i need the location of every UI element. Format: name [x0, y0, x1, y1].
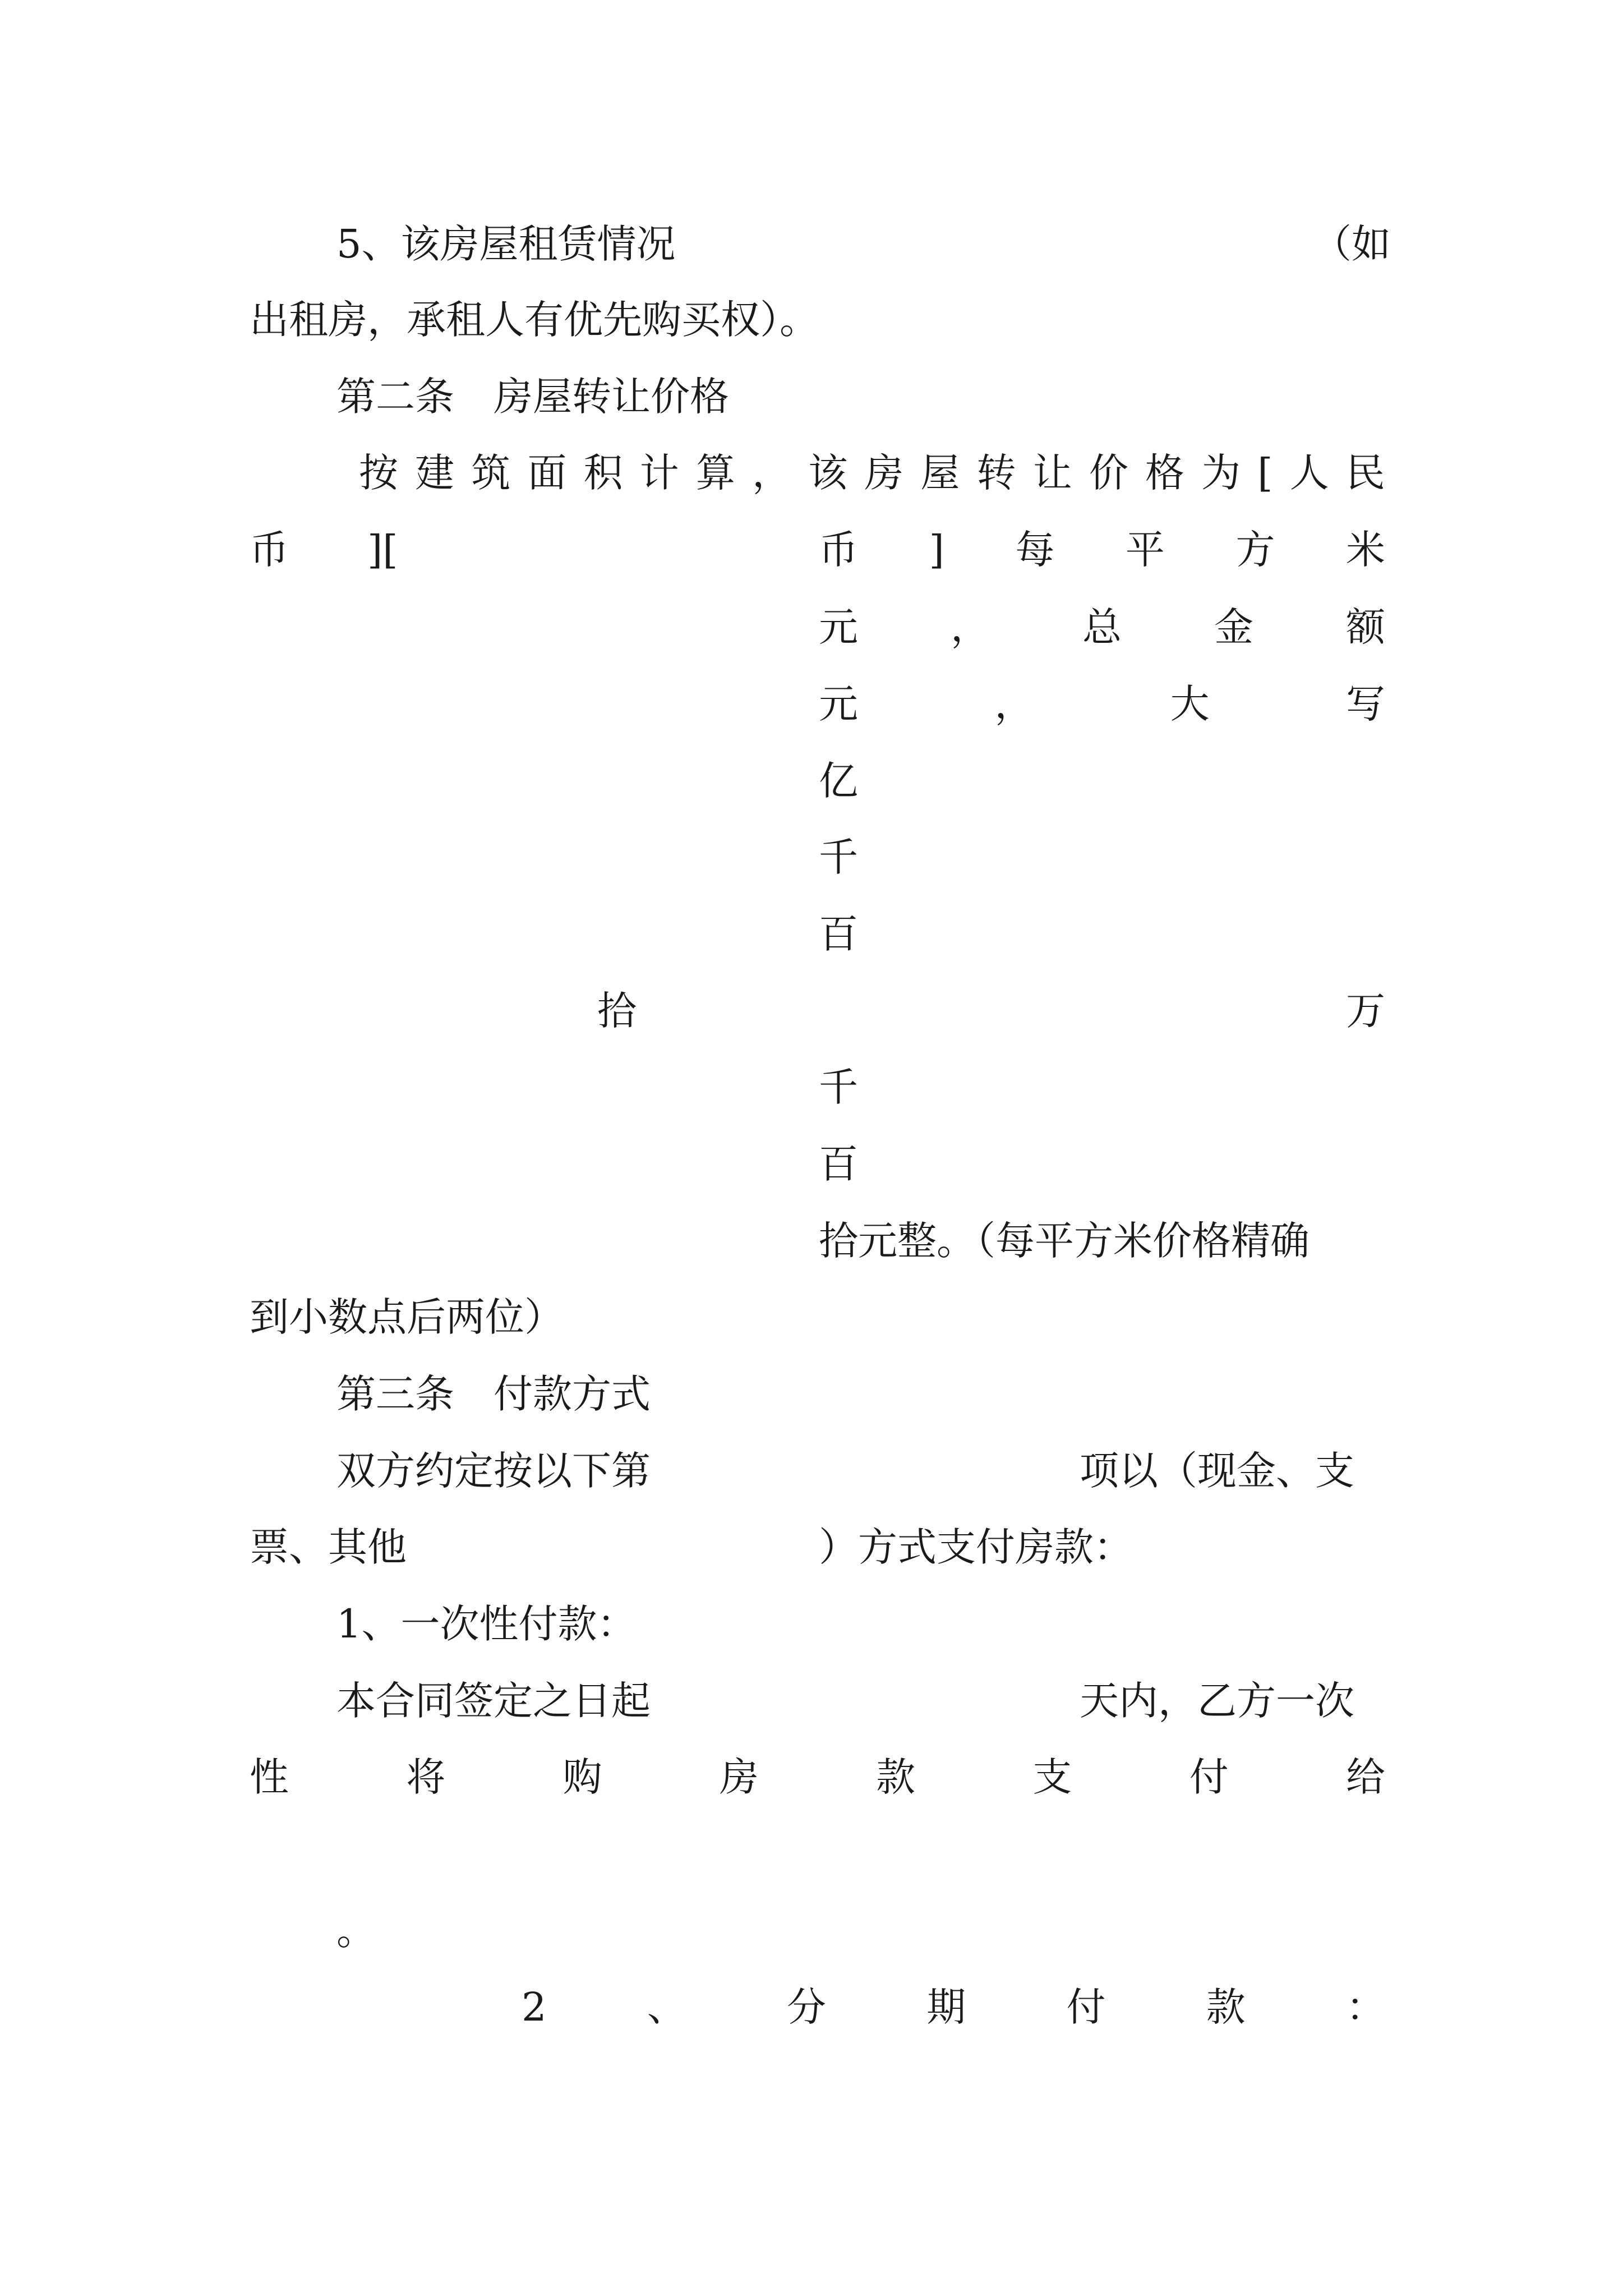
- payment-method-left: 票、其他: [250, 1524, 407, 1570]
- item-1-title: 1、一次性付款：: [336, 1601, 637, 1647]
- char: 元: [819, 681, 858, 727]
- char: ：: [1345, 1984, 1385, 2030]
- char: 格: [1145, 450, 1184, 496]
- item-1-line-2: [250, 1754, 1385, 1800]
- char: 2: [522, 1984, 547, 2030]
- char: 元: [819, 604, 858, 650]
- article-3-title: 第三条 付款方式: [336, 1371, 651, 1417]
- char: 大: [1170, 681, 1210, 727]
- char: 积: [583, 450, 623, 496]
- char: ]: [929, 527, 944, 573]
- char: 建: [415, 450, 455, 496]
- char: 付: [1189, 1754, 1229, 1800]
- char: 价: [1089, 450, 1128, 496]
- payment-agreement-left: 双方约定按以下第: [336, 1448, 651, 1494]
- char: 算: [695, 450, 735, 496]
- char: 按: [359, 450, 398, 496]
- char: 将: [406, 1754, 446, 1800]
- char: ，: [951, 604, 990, 650]
- char: 性: [250, 1754, 289, 1800]
- unit-bai: 百: [819, 911, 858, 957]
- char: 金: [1214, 604, 1253, 650]
- price-end-line: 拾元整。（每平方米价格精确: [819, 1218, 1310, 1264]
- rental-status-label: 5、该房屋租赁情况: [336, 221, 676, 267]
- char: 付: [1066, 1984, 1106, 2030]
- char: 面: [527, 450, 567, 496]
- char: 筑: [471, 450, 511, 496]
- item-1-left: 本合同签定之日起: [336, 1678, 651, 1724]
- currency-left: 币 ][: [250, 527, 398, 573]
- char: 为: [1201, 450, 1241, 496]
- char: 款: [876, 1754, 916, 1800]
- precision-note: 到小数点后两位）: [250, 1294, 564, 1340]
- currency-right: [819, 527, 1385, 573]
- char: 额: [1346, 604, 1385, 650]
- unit-yi: 亿: [819, 758, 858, 804]
- char: 房: [864, 450, 904, 496]
- capital-amount-line: [819, 681, 1385, 727]
- char: 、: [647, 1984, 686, 2030]
- price-calc-line: [359, 450, 1385, 496]
- char: 期: [926, 1984, 966, 2030]
- char: 房: [719, 1754, 759, 1800]
- char: 方: [1235, 527, 1275, 573]
- char: ，: [994, 681, 1034, 727]
- rental-status-paren: （如: [1312, 221, 1391, 267]
- period-mark: 。: [336, 1908, 376, 1954]
- char: 总: [1082, 604, 1122, 650]
- item-1-right: 天内，乙方一次: [1080, 1678, 1354, 1724]
- char: 该: [808, 450, 848, 496]
- char: 款: [1206, 1984, 1246, 2030]
- char: 支: [1032, 1754, 1072, 1800]
- char: 计: [639, 450, 679, 496]
- char: 分: [787, 1984, 827, 2030]
- char: 民: [1345, 450, 1385, 496]
- article-2-title: 第二条 房屋转让价格: [336, 374, 729, 420]
- rental-status-note: 出租房，承租人有优先购买权）。: [250, 297, 819, 343]
- char: 给: [1345, 1754, 1385, 1800]
- unit-bai-2: 百: [819, 1141, 858, 1187]
- unit-qian: 千: [819, 834, 858, 880]
- char: 米: [1345, 527, 1385, 573]
- unit-shi: 拾: [597, 988, 637, 1034]
- item-2-title: [522, 1984, 1385, 2030]
- char: 每: [1015, 527, 1055, 573]
- char: [: [1257, 450, 1273, 496]
- payment-agreement-right: 项以（现金、支: [1080, 1448, 1354, 1494]
- total-amount-line: [819, 604, 1385, 650]
- char: 平: [1125, 527, 1165, 573]
- char: 让: [1032, 450, 1072, 496]
- payment-method-right: ）方式支付房款：: [819, 1524, 1133, 1570]
- char: 写: [1345, 681, 1385, 727]
- unit-qian-2: 千: [819, 1064, 858, 1110]
- char: 屋: [920, 450, 960, 496]
- char: 购: [562, 1754, 602, 1800]
- char: 转: [976, 450, 1016, 496]
- char: 人: [1289, 450, 1329, 496]
- unit-wan: 万: [1346, 988, 1385, 1034]
- char: ，: [751, 450, 791, 496]
- char: 币: [819, 527, 858, 573]
